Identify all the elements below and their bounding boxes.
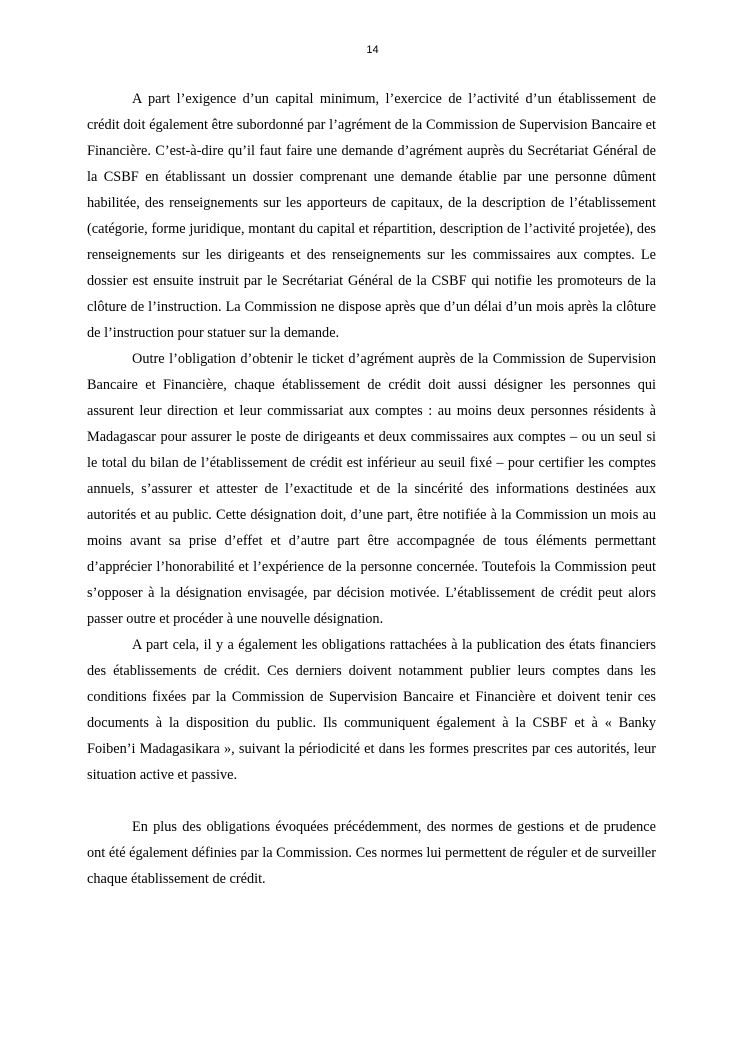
page-number: 14 <box>366 44 379 56</box>
paragraph-normes: En plus des obligations évoquées précédemment, des normes de gestions et de prudence ont été également définies par la Commission. Ces normes lui permettent de réguler et de surveiller chaque établissement de crédit. <box>87 819 656 887</box>
paragraph-spacer <box>87 788 656 814</box>
paragraph-agrement: A part l’exigence d’un capital minimum, l’exercice de l’activité d’un établissement de crédit doit également être subordonné par l’agrément de la Commission de Supervision Bancaire et Financière. C’est-à-dire qu’il faut faire une demande d’agrément auprès du Secrétariat Général de la CSBF en établissant un dossier comprenant une demande établie par une personne dûment habilitée, des renseignements sur les apporteurs de capitaux, de la description de l’établissement (catégorie, forme juridique, montant du capital et répartition, description de l’activité projetée), des renseignements sur les dirigeants et des renseignements sur les commissaires aux comptes. Le dossier est ensuite instruit par le Secrétariat Général de la CSBF qui notifie les promoteurs de la clôture de l’instruction. La Commission ne dispose après que d’un délai d’un mois après la clôture de l’instruction pour statuer sur la demande. <box>87 91 656 341</box>
paragraph-publication: A part cela, il y a également les obligations rattachées à la publication des états financiers des établissements de crédit. Ces derniers doivent notamment publier leurs comptes dans les conditions fixées par la Commission de Supervision Bancaire et Financière et doivent tenir ces documents à la disposition du public. Ils communiquent également à la CSBF et à « Banky Foiben’i Madagasikara », suivant la périodicité et dans les formes prescrites par ces autorités, leur situation active et passive. <box>87 637 656 783</box>
document-body <box>87 86 656 892</box>
paragraph-designation: Outre l’obligation d’obtenir le ticket d’agrément auprès de la Commission de Supervision Bancaire et Financière, chaque établissement de crédit doit aussi désigner les personnes qui assurent leur direction et leur commissariat aux comptes : au moins deux personnes résidents à Madagascar pour assurer le poste de dirigeants et deux commissaires aux comptes – ou un seul si le total du bilan de l’établissement de crédit est inférieur au seuil fixé – pour certifier les comptes annuels, s’assurer et attester de l’exactitude et de la sincérité des informations destinées aux autorités et au public. Cette désignation doit, d’une part, être notifiée à la Commission un mois au moins avant sa prise d’effet et d’autre part être accompagnée de tous éléments permettant d’apprécier l’honorabilité et l’expérience de la personne concernée. Toutefois la Commission peut s’opposer à la désignation envisagée, par décision motivée. L’établissement de crédit peut alors passer outre et procéder à une nouvelle désignation. <box>87 351 656 627</box>
